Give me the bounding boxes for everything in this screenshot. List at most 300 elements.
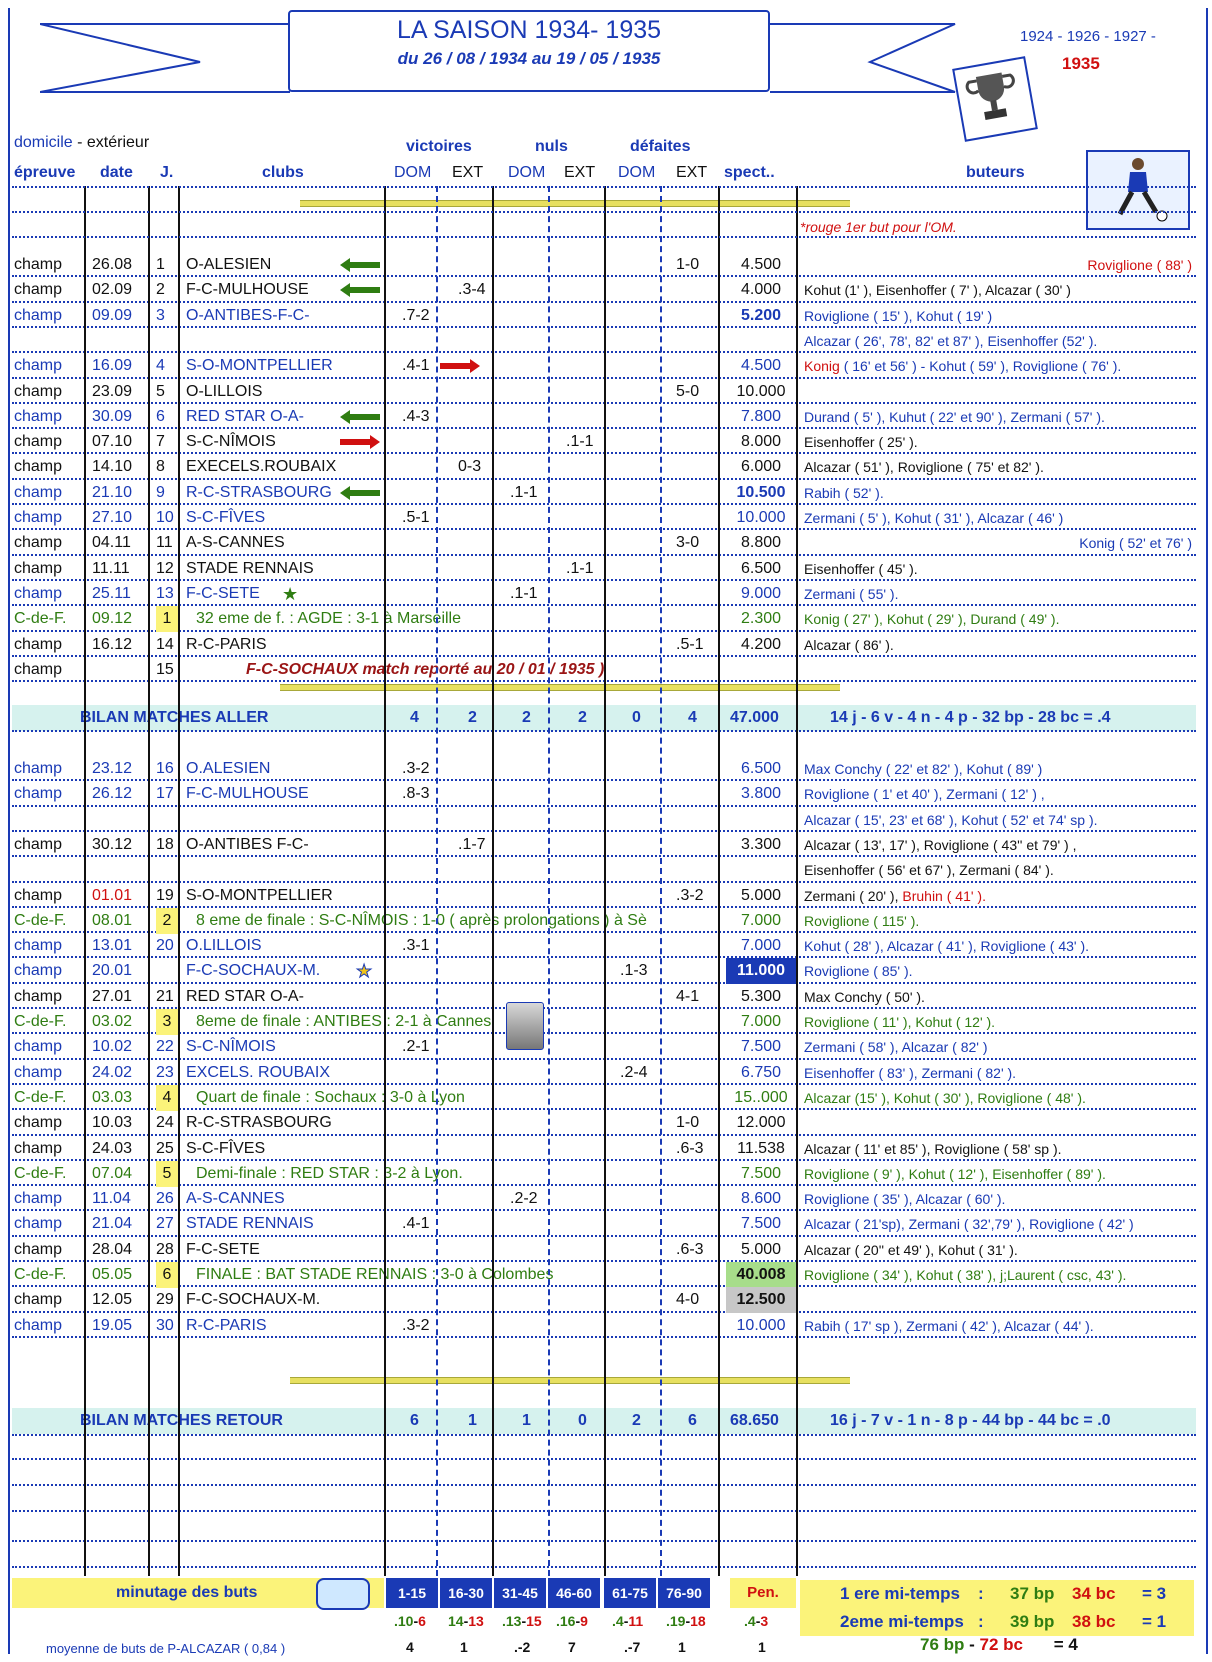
column-divider <box>492 186 494 1576</box>
match-journee: 21 <box>156 987 174 1005</box>
minutage-label: minutage des buts <box>116 1584 258 1601</box>
match-scorers: Alcazar ( 11' et 85' ), Roviglione ( 58' sp ). <box>804 1140 1062 1157</box>
match-scorers: Roviglione ( 115' ). <box>804 912 920 929</box>
match-scorers: Zermani ( 5' ), Kohut ( 31' ), Alcazar ( 46' ) <box>804 510 1064 526</box>
match-competition: champ <box>14 660 63 678</box>
match-date: 11.04 <box>92 1190 131 1208</box>
match-competition: C-de-F. <box>14 610 67 628</box>
match-attendance: 3.300 <box>740 835 782 853</box>
match-journee: 24 <box>156 1114 174 1132</box>
match-competition: C-de-F. <box>14 1266 67 1283</box>
score-n-dom: .2-2 <box>510 1190 538 1208</box>
header-defaites: défaites <box>630 138 691 155</box>
match-date: 24.02 <box>92 1063 133 1081</box>
period-header: 76-90 <box>658 1578 710 1608</box>
match-attendance: 7.000 <box>740 911 782 929</box>
match-date: 25.11 <box>92 584 131 602</box>
header-epreuve: épreuve <box>14 164 76 181</box>
score-v-ext: 0-3 <box>458 458 482 476</box>
match-attendance: 2.300 <box>740 610 782 628</box>
legend-sep: - <box>72 134 87 151</box>
match-club: F-C-SOCHAUX match reporté au 20 / 01 / 1935 ) <box>246 660 605 678</box>
header-d-ext: EXT <box>676 164 708 181</box>
match-club: Demi-finale : RED STAR : 3-2 à Lyon. <box>196 1164 463 1182</box>
match-attendance: 4.000 <box>740 281 782 299</box>
match-date: 28.04 <box>92 1240 133 1258</box>
red-arrow-icon <box>440 359 480 373</box>
match-date: 01.01 <box>92 886 133 904</box>
match-attendance: 6.500 <box>740 760 782 777</box>
title-banner <box>288 10 770 92</box>
pen-header: Pen. <box>730 1578 796 1608</box>
page-subtitle: du 26 / 08 / 1934 au 19 / 05 / 1935 <box>397 49 661 68</box>
match-club: Quart de finale : Sochaux : 3-0 à Lyon <box>196 1088 465 1106</box>
match-scorers: Konig ( 27' ), Kohut ( 29' ), Durand ( 49' ). <box>804 611 1060 628</box>
score-d-dom: .1-3 <box>620 962 648 980</box>
match-scorers: Eisenhoffer ( 25' ). <box>804 434 918 451</box>
match-date: 14.10 <box>92 458 133 476</box>
match-scorers: Max Conchy ( 50' ). <box>804 988 925 1005</box>
match-scorers: Kohut ( 28' ), Alcazar ( 41' ), Roviglione ( 43' ). <box>804 938 1090 955</box>
match-scorers: Eisenhoffer ( 45' ). <box>804 560 918 577</box>
header-v-dom: DOM <box>394 164 432 181</box>
period-goals <box>612 1608 643 1634</box>
period-goals <box>502 1608 542 1634</box>
match-date: 13.01 <box>92 937 133 955</box>
cup-year-highlight: 1935 <box>1062 54 1100 73</box>
total-bp: 76 bp <box>920 1635 965 1654</box>
other-scorers: ( 16' et 56' ) - Kohut ( 59' ), Roviglione ( 76' ). <box>839 358 1122 375</box>
score-n-ext: .1-1 <box>566 433 594 451</box>
match-attendance: 5.000 <box>740 886 782 904</box>
match-competition: champ <box>14 1063 63 1081</box>
match-competition: champ <box>14 509 63 526</box>
match-scorers: Alcazar ( 26', 78', 82' et 87' ), Eisenhoffer (52' ). <box>804 332 1098 349</box>
match-competition: champ <box>14 785 63 803</box>
goals-conceded: 9 <box>580 1613 588 1629</box>
pen-diff: 1 <box>758 1639 766 1655</box>
bilan-d-ext: 6 <box>688 1412 697 1429</box>
period-goals <box>448 1608 484 1634</box>
period-header: 46-60 <box>548 1578 600 1608</box>
match-attendance: 10.000 <box>736 1316 786 1334</box>
separator: - <box>413 1613 419 1629</box>
score-v-dom: .4-1 <box>402 357 430 375</box>
match-date: 09.09 <box>92 306 133 324</box>
match-attendance: 7.800 <box>740 407 782 425</box>
header-nuls: nuls <box>535 138 568 155</box>
match-scorers: Roviglione ( 85' ). <box>804 963 913 980</box>
separator: - <box>755 1613 761 1629</box>
match-date: 08.01 <box>92 911 133 929</box>
match-club: O.ALESIEN <box>186 760 271 777</box>
pen-conceded: 3 <box>760 1613 769 1629</box>
score-v-dom: .8-3 <box>402 785 430 803</box>
score-d-ext: 4-0 <box>676 1291 700 1309</box>
match-competition: champ <box>14 1190 63 1208</box>
match-club: O-ANTIBES F-C- <box>186 835 309 853</box>
match-club: S-C-NÎMOIS <box>186 433 276 451</box>
match-date: 26.12 <box>92 785 133 803</box>
match-competition: champ <box>14 357 63 375</box>
match-journee: 4 <box>156 357 165 375</box>
match-attendance: 8.800 <box>740 534 782 552</box>
match-attendance: 15..000 <box>734 1088 788 1106</box>
match-date: 07.10 <box>92 433 133 451</box>
match-club: F-C-SOCHAUX-M. <box>186 962 321 980</box>
match-competition: champ <box>14 886 63 904</box>
match-competition: champ <box>14 559 63 577</box>
match-competition: champ <box>14 382 63 400</box>
match-competition: champ <box>14 962 63 980</box>
match-club: RED STAR O-A- <box>186 407 304 425</box>
divider-bar <box>290 1377 850 1384</box>
match-club: F-C-SOCHAUX-M. <box>186 1291 321 1309</box>
match-competition: champ <box>14 584 63 602</box>
match-journee: 19 <box>156 886 174 904</box>
match-club: 8 eme de finale : S-C-NÎMOIS : 1-0 ( après prolongations ) à Sè <box>196 911 647 929</box>
header-journee: J. <box>160 164 174 181</box>
match-scorers-right: Konig ( 52' et 76' ) <box>1079 535 1192 552</box>
separator: - <box>575 1613 581 1629</box>
bilan-d-dom: 0 <box>632 709 641 726</box>
match-date: 04.11 <box>92 534 131 552</box>
page-title: LA SAISON 1934- 1935 <box>396 16 662 44</box>
match-attendance: 4.200 <box>740 635 782 653</box>
match-journee: 6 <box>156 407 165 425</box>
match-competition: champ <box>14 1291 63 1309</box>
divider <box>12 186 1196 188</box>
match-club: R-C-STRASBOURG <box>186 483 332 501</box>
match-competition: champ <box>14 987 63 1005</box>
match-journee: 11 <box>156 534 173 552</box>
match-date: 16.12 <box>92 635 133 653</box>
match-scorers: Durand ( 5' ), Kuhut ( 22' et 90' ), Zermani ( 57' ). <box>804 408 1105 425</box>
score-v-dom: .3-1 <box>402 937 430 955</box>
match-scorers-right: Roviglione ( 88' ) <box>1087 257 1192 273</box>
match-date: 30.09 <box>92 407 133 425</box>
match-date: 10.02 <box>92 1038 133 1056</box>
second-half-diff: = 1 <box>1142 1612 1167 1631</box>
match-journee: 2 <box>156 281 165 299</box>
green-star-icon: ★ <box>282 583 299 604</box>
match-attendance: 5.300 <box>740 987 782 1005</box>
match-date: 19.05 <box>92 1316 133 1334</box>
match-club: S-O-MONTPELLIER <box>186 357 333 375</box>
footballer-icon <box>1088 152 1184 224</box>
match-date: 24.03 <box>92 1139 133 1157</box>
match-competition: champ <box>14 483 63 501</box>
period-diff: 1 <box>678 1639 686 1655</box>
match-competition: champ <box>14 407 63 425</box>
player-image <box>1086 150 1190 230</box>
green-arrow-icon <box>340 486 380 500</box>
banner-ribbon-right <box>770 14 960 94</box>
score-d-ext: 4-1 <box>676 987 700 1005</box>
first-half-label: 1 ere mi-temps <box>840 1584 960 1603</box>
stopwatch-icon <box>316 1578 370 1610</box>
match-competition: champ <box>14 281 63 299</box>
goals-scored: 14 <box>448 1613 464 1629</box>
colon: : <box>978 1584 984 1603</box>
match-scorers: Eisenhoffer ( 83' ), Zermani ( 82' ). <box>804 1064 1017 1081</box>
score-n-dom: .1-1 <box>510 483 538 501</box>
match-journee: 16 <box>156 760 174 777</box>
score-v-dom: .3-2 <box>402 760 430 777</box>
period-header: 16-30 <box>440 1578 492 1608</box>
match-journee: 26 <box>156 1190 174 1208</box>
match-scorers: Roviglione ( 1' et 40' ), Zermani ( 12' ) , <box>804 786 1045 803</box>
separator: - <box>623 1613 629 1629</box>
match-journee: 30 <box>156 1316 174 1334</box>
colon: : <box>978 1612 984 1631</box>
match-attendance: 11.000 <box>726 958 796 984</box>
match-date: 26.08 <box>92 256 133 273</box>
period-goals <box>394 1608 426 1634</box>
match-club: R-C-STRASBOURG <box>186 1114 332 1132</box>
banner-ribbon-left <box>40 14 290 94</box>
match-attendance: 3.800 <box>740 785 782 803</box>
goals-scored: .16 <box>556 1613 576 1629</box>
column-divider <box>178 186 180 1576</box>
match-competition: champ <box>14 835 63 853</box>
period-header: 1-15 <box>386 1578 438 1608</box>
score-d-ext: 5-0 <box>676 382 700 400</box>
match-scorers <box>804 353 1121 379</box>
match-club: FINALE : BAT STADE RENNAIS : 3-0 à Colombes <box>196 1266 554 1283</box>
bilan-n-ext: 0 <box>578 1412 587 1429</box>
column-divider <box>718 186 720 1576</box>
match-date: 12.05 <box>92 1291 133 1309</box>
column-divider <box>436 186 438 1576</box>
match-date: 10.03 <box>92 1114 133 1132</box>
match-club: O-LILLOIS <box>186 382 263 400</box>
match-competition: champ <box>14 534 63 552</box>
match-journee: 14 <box>156 635 174 653</box>
match-attendance: 10.000 <box>736 509 786 526</box>
bilan-n-dom: 1 <box>522 1412 531 1429</box>
green-arrow-icon <box>340 283 380 297</box>
match-scorers: Rabih ( 17' sp ), Zermani ( 42' ), Alcazar ( 44' ). <box>804 1317 1094 1334</box>
period-header: 31-45 <box>494 1578 546 1608</box>
score-v-dom: .2-1 <box>402 1038 430 1056</box>
first-scorer: Bruhin ( 41' ). <box>902 887 986 904</box>
header-d-dom: DOM <box>618 164 656 181</box>
match-competition: champ <box>14 1240 63 1258</box>
match-club: STADE RENNAIS <box>186 1215 314 1233</box>
match-date: 03.02 <box>92 1013 133 1030</box>
match-scorers: Alcazar ( 13', 17' ), Roviglione ( 43'' et 79' ) , <box>804 836 1077 853</box>
alcazar-average: moyenne de buts de P-ALCAZAR ( 0,84 ) <box>46 1641 286 1656</box>
score-d-ext: .5-1 <box>676 635 704 653</box>
match-club: A-S-CANNES <box>186 534 285 552</box>
match-journee: 15 <box>156 660 174 678</box>
match-club: O.LILLOIS <box>186 937 262 955</box>
match-date: 07.04 <box>92 1164 133 1182</box>
goals-conceded: 11 <box>628 1613 644 1629</box>
score-d-ext: .6-3 <box>676 1240 704 1258</box>
total-summary: 76 bp - 72 bc = 4 <box>920 1635 1078 1654</box>
legend-away: extérieur <box>86 134 150 151</box>
bilan-d-dom: 2 <box>632 1412 641 1429</box>
header-buteurs: buteurs <box>966 164 1025 181</box>
match-journee: 9 <box>156 483 165 501</box>
score-v-dom: .5-1 <box>402 509 430 526</box>
period-diff: 7 <box>568 1639 576 1655</box>
match-date: 20.01 <box>92 962 133 980</box>
second-half-bc: 38 bc <box>1072 1612 1116 1631</box>
match-competition: champ <box>14 256 63 273</box>
goals-scored: .4 <box>612 1613 624 1629</box>
header-v-ext: EXT <box>452 164 484 181</box>
match-club: F-C-MULHOUSE <box>186 281 309 299</box>
match-club: O-ALESIEN <box>186 256 272 273</box>
match-scorers: Rabih ( 52' ). <box>804 484 884 501</box>
match-attendance: 4.500 <box>740 357 782 375</box>
match-scorers: Alcazar ( 15', 23' et 68' ), Kohut ( 52' et 74' sp ). <box>804 811 1098 828</box>
second-half-label: 2eme mi-temps <box>840 1612 964 1631</box>
goals-conceded: 6 <box>418 1613 426 1629</box>
bilan-summary: 16 j - 7 v - 1 n - 8 p - 44 bp - 44 bc = .0 <box>830 1412 1111 1429</box>
bilan-n-ext: 2 <box>578 709 587 726</box>
match-club: EXECELS.ROUBAIX <box>186 458 337 476</box>
match-date: 27.01 <box>92 987 133 1005</box>
separator: - <box>521 1613 527 1629</box>
green-arrow-icon <box>340 258 380 272</box>
period-goals <box>556 1608 588 1634</box>
match-date: 23.09 <box>92 382 133 400</box>
column-divider <box>384 186 386 1576</box>
bilan-label: BILAN MATCHES RETOUR <box>80 1412 283 1429</box>
match-journee: 2 <box>156 908 178 934</box>
bilan-v-ext: 1 <box>468 1412 477 1429</box>
trophy-image <box>952 56 1038 142</box>
header-date: date <box>100 164 133 181</box>
match-date: 23.12 <box>92 760 133 777</box>
match-journee: 13 <box>156 584 174 602</box>
match-competition: C-de-F. <box>14 1013 67 1030</box>
header-n-ext: EXT <box>564 164 596 181</box>
match-date: 27.10 <box>92 509 133 526</box>
score-v-dom: .4-1 <box>402 1215 430 1233</box>
match-journee: 5 <box>156 1161 178 1187</box>
score-v-ext: .3-4 <box>458 281 486 299</box>
match-scorers: Roviglione ( 9' ), Kohut ( 12' ), Eisenhoffer ( 89' ). <box>804 1165 1106 1182</box>
match-competition: C-de-F. <box>14 1088 67 1106</box>
match-competition: champ <box>14 937 63 955</box>
match-attendance: 8.600 <box>740 1190 782 1208</box>
match-attendance: 7.500 <box>740 1038 782 1056</box>
match-attendance: 7.000 <box>740 1013 782 1030</box>
column-divider <box>148 186 150 1576</box>
bilan-v-dom: 6 <box>410 1412 419 1429</box>
match-journee: 4 <box>156 1085 178 1111</box>
match-date: 09.12 <box>92 610 133 628</box>
divider <box>12 211 1196 213</box>
match-date: 11.11 <box>92 559 130 577</box>
match-date: 30.12 <box>92 835 133 853</box>
bilan-spect: 47.000 <box>730 709 779 726</box>
column-divider <box>548 186 550 1576</box>
period-diff: .-2 <box>514 1639 531 1655</box>
score-d-ext: 3-0 <box>676 534 700 552</box>
separator: - <box>463 1613 469 1629</box>
match-journee: 3 <box>156 1009 178 1035</box>
match-competition: champ <box>14 760 63 777</box>
match-competition: C-de-F. <box>14 911 67 929</box>
bilan-summary: 14 j - 6 v - 4 n - 4 p - 32 bp - 28 bc = .4 <box>830 709 1111 726</box>
match-journee: 22 <box>156 1038 174 1056</box>
minutage-band <box>12 1578 384 1608</box>
match-competition: champ <box>14 1139 63 1157</box>
match-club: S-O-MONTPELLIER <box>186 886 333 904</box>
match-competition: champ <box>14 1038 63 1056</box>
bilan-label: BILAN MATCHES ALLER <box>80 709 269 726</box>
match-date: 21.04 <box>92 1215 133 1233</box>
goals-conceded: 15 <box>526 1613 542 1629</box>
match-competition: champ <box>14 1114 63 1132</box>
match-journee: 1 <box>156 606 178 632</box>
period-diff: 4 <box>406 1639 414 1655</box>
period-header: 61-75 <box>604 1578 656 1608</box>
match-attendance: 4.500 <box>740 256 782 273</box>
match-scorers: Max Conchy ( 22' et 82' ), Kohut ( 89' ) <box>804 761 1043 777</box>
column-divider <box>604 186 606 1576</box>
period-goals <box>666 1608 706 1634</box>
column-divider <box>660 186 662 1576</box>
match-scorers: Roviglione ( 35' ), Alcazar ( 60' ). <box>804 1191 1006 1208</box>
match-club: EXCELS. ROUBAIX <box>186 1063 331 1081</box>
header-clubs: clubs <box>262 164 304 181</box>
score-n-ext: .1-1 <box>566 559 594 577</box>
match-journee: 7 <box>156 433 165 451</box>
match-attendance: 7.500 <box>740 1164 782 1182</box>
match-date: 21.10 <box>92 483 133 501</box>
first-half-summary <box>800 1580 1194 1608</box>
match-journee: 10 <box>156 509 174 526</box>
match-club: F-C-SETE <box>186 584 260 602</box>
match-club: S-C-FÎVES <box>186 509 266 526</box>
match-date: 16.09 <box>92 357 133 375</box>
bilan-v-ext: 2 <box>468 709 477 726</box>
match-club: S-C-FÎVES <box>186 1139 266 1157</box>
divider-bar <box>300 200 850 207</box>
match-journee: 23 <box>156 1063 174 1081</box>
match-scorers: Roviglione ( 34' ), Kohut ( 38' ), j;Laurent ( csc, 43' ). <box>804 1267 1127 1283</box>
match-attendance: 5.000 <box>740 1240 782 1258</box>
match-club: STADE RENNAIS <box>186 559 314 577</box>
legend-note: *rouge 1er but pour l'OM. <box>800 219 957 235</box>
match-date: 02.09 <box>92 281 133 299</box>
first-scorer: Konig <box>804 358 840 375</box>
match-journee: 18 <box>156 835 174 853</box>
match-scorers: Alcazar ( 86' ). <box>804 636 894 653</box>
match-attendance: 5.200 <box>740 306 782 324</box>
match-attendance: 12.000 <box>736 1114 786 1132</box>
match-journee: 3 <box>156 306 165 324</box>
match-attendance: 8.000 <box>740 433 782 451</box>
column-divider <box>796 186 798 1576</box>
match-club: S-C-NÎMOIS <box>186 1038 276 1056</box>
match-attendance: 40.008 <box>726 1262 796 1288</box>
match-club: 32 eme de f. : AGDE : 3-1 à Marseille <box>196 610 462 628</box>
match-journee: 20 <box>156 937 174 955</box>
match-attendance: 7.500 <box>740 1215 782 1233</box>
total-bc: 72 bc <box>979 1635 1024 1654</box>
match-competition: champ <box>14 306 63 324</box>
match-attendance: 6.500 <box>740 559 782 577</box>
match-date: 03.03 <box>92 1088 133 1106</box>
